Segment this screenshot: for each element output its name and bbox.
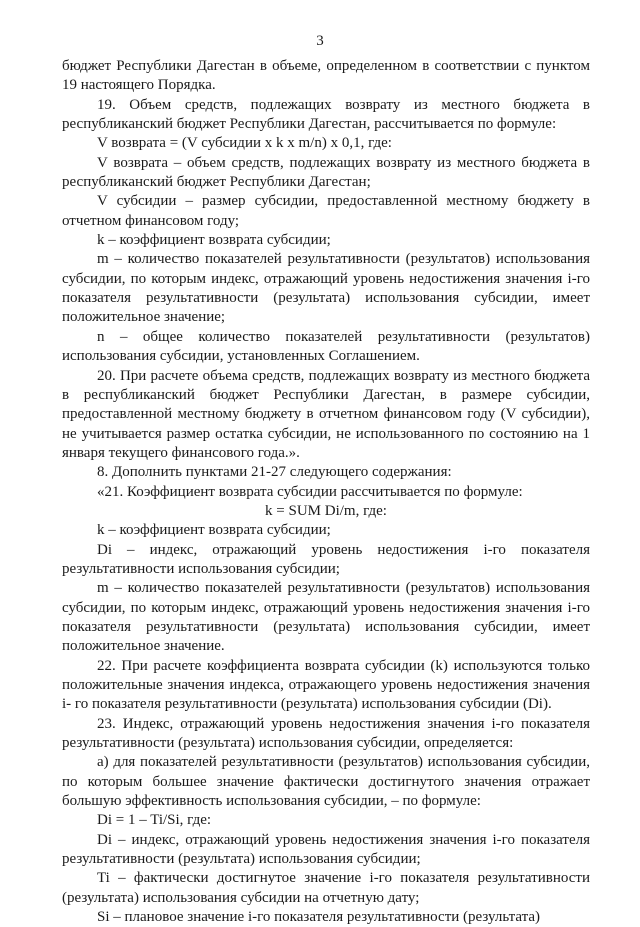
definition-k: k – коэффициент возврата субсидии; xyxy=(97,232,331,249)
definition-n: n – общее количество показателей результативности (результатов) использования субсидии, установленных Соглашением. xyxy=(62,328,590,365)
page-number: 3 xyxy=(316,33,324,49)
definition-m: m – количество показателей результативности (результатов) использования субсидии, по которым индекс, отражающий уровень недостижения значения i-го показателя результативности (результата) использования субсидии, имеет положительное значение; xyxy=(62,251,590,326)
paragraph: бюджет Республики Дагестан в объеме, определенном в соответствии с пунктом 19 настоящего Порядка. xyxy=(62,58,590,94)
paragraph-20: 20. При расчете объема средств, подлежащих возврату из местного бюджета в республиканский бюджет Республики Дагестан, в размере субсидии, предоставленной местному бюджету в отчетном финансовом году (V субсидии), не учитывается размер остатка субсидии, не использованного по состоянию на 1 января текущего финансового года.». xyxy=(62,367,590,461)
definition-di: Di – индекс, отражающий уровень недостижения i-го показателя результативности использования субсидии; xyxy=(62,541,590,577)
definition-ti: Ti – фактически достигнутое значение i-го показателя результативности (результата) использования субсидии на отчетную дату; xyxy=(62,870,590,906)
document-body xyxy=(62,57,590,927)
formula-di: Di = 1 – Ti/Si, где: xyxy=(97,812,212,829)
paragraph-23a: а) для показателей результативности (результатов) использования субсидии, по которым большее значение фактически достигнутого значения отражает большую эффективность использования субсидии, – по формуле: xyxy=(62,754,590,810)
definition-v-return: V возврата – объем средств, подлежащих возврату из местного бюджета в республиканский бюджет Республики Дагестан; xyxy=(62,154,590,191)
definition-k-2: k – коэффициент возврата субсидии; xyxy=(97,522,331,539)
paragraph-21: «21. Коэффициент возврата субсидии рассчитывается по формуле: xyxy=(97,483,523,500)
definition-v-subsidy: V субсидии – размер субсидии, предоставленной местному бюджету в отчетном финансовом году; xyxy=(62,193,590,229)
paragraph-item-8: 8. Дополнить пунктами 21-27 следующего содержания: xyxy=(97,464,452,481)
paragraph-19: 19. Объем средств, подлежащих возврату из местного бюджета в республиканский бюджет Республики Дагестан, рассчитывается по формуле: xyxy=(62,96,590,133)
definition-si: Si – плановое значение i-го показателя результативности (результата) xyxy=(97,909,540,926)
paragraph-22: 22. При расчете коэффициента возврата субсидии (k) используются только положительные значения индекса, отражающего уровень недостижения значения i- го показателя результативности (результата) использования субсидии (Di). xyxy=(62,657,590,713)
definition-m-2: m – количество показателей результативности (результатов) использования субсидии, по которым индекс, отражающий уровень недостижения значения i-го показателя результативности (результата) использования субсидии, имеет положительное значение. xyxy=(62,580,590,655)
paragraph-23: 23. Индекс, отражающий уровень недостижения значения i-го показателя результативности (результата) использования субсидии, определяется: xyxy=(62,715,590,752)
formula-v-return: V возврата = (V субсидии x k x m/n) x 0,1, где: xyxy=(97,135,392,152)
definition-di-2: Di – индекс, отражающий уровень недостижения значения i-го показателя результативности (результата) использования субсидии; xyxy=(62,831,590,868)
formula-k: k = SUM Di/m, где: xyxy=(265,502,387,519)
